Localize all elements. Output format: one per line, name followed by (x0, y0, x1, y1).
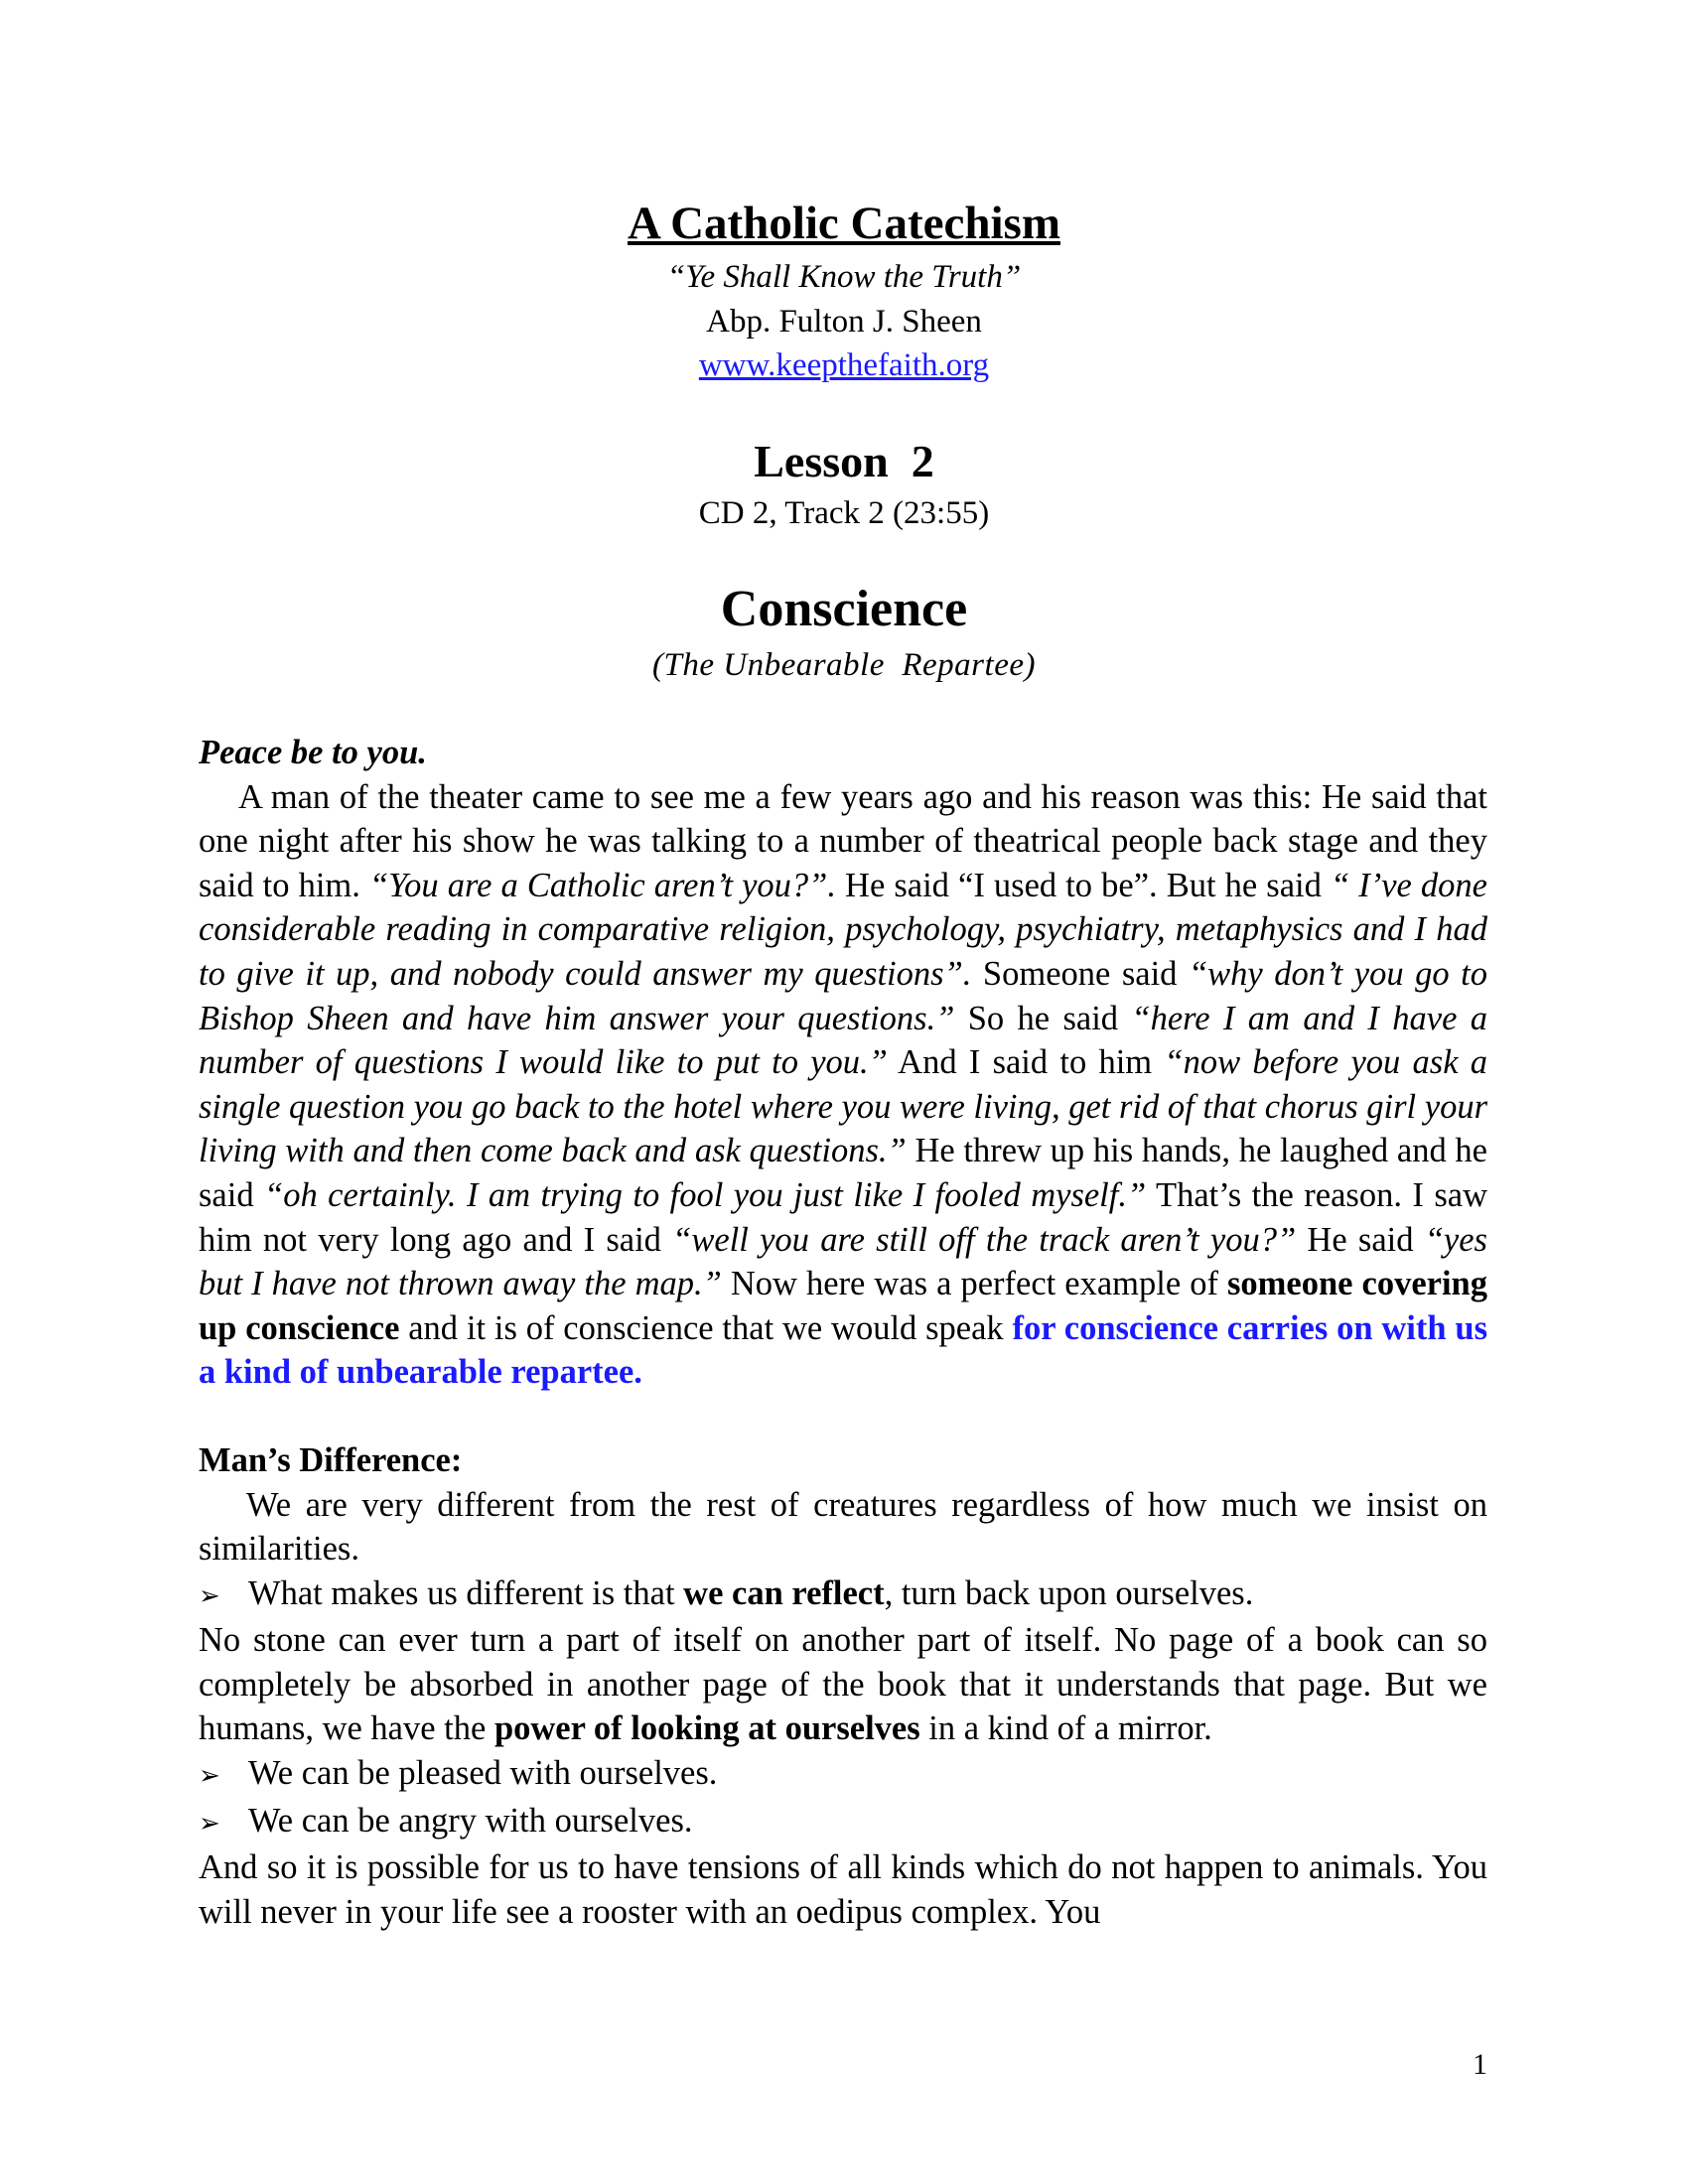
lesson-number: Lesson 2 (754, 436, 934, 486)
arrow-bullet-icon: ➢ (199, 1761, 220, 1792)
bold-run: someone covering up conscience (199, 1265, 1487, 1347)
text-run: Now here was a perfect example of (721, 1265, 1227, 1303)
document-subtitle: “Ye Shall Know the Truth” (666, 259, 1022, 295)
bullet-item-pleased (199, 1751, 1487, 1799)
author-name: Abp. Fulton J. Sheen (706, 304, 982, 340)
track-info: CD 2, Track 2 (23:55) (698, 495, 990, 531)
text-run: He said (1296, 1220, 1425, 1259)
text-run: He said “I used to be”. But he said (835, 866, 1331, 904)
quote-run: “oh certainly. I am trying to fool you just like I fooled myself.” (264, 1175, 1147, 1214)
bullet-text: We can be angry with ourselves. (248, 1801, 693, 1840)
quote-run: “well you are still off the track aren’t you?” (672, 1220, 1297, 1259)
page-number: 1 (1473, 2048, 1487, 2081)
paragraph-gap (199, 1395, 1487, 1438)
quote-run: “now before you ask a single question you go back to the hotel where you were living, get rid of that chorus girl your living with and then come back and ask questions.” (199, 1043, 1488, 1170)
document-title: A Catholic Catechism (627, 198, 1060, 249)
paragraph-theater-story (199, 775, 1487, 1395)
section-heading-peace: Peace be to you. (199, 734, 427, 771)
text-run: And I said to him (887, 1043, 1165, 1082)
arrow-bullet-icon: ➢ (199, 1580, 220, 1611)
text-run: and it is of conscience that we would speak (399, 1308, 1013, 1347)
paragraph-stone: No stone can ever turn a part of itself on another part of itself. No page of a book can so completely be absorbed in another page of the book that it understands that page. But we humans, we have the power of looking at ourselves in a kind of a mirror. (199, 1621, 1487, 1748)
quote-run: “why don’t you go to Bishop Sheen and have him answer your questions.” (199, 954, 1487, 1037)
text-run: He threw up his hands, he laughed and he said (199, 1132, 1487, 1214)
quote-run: “ I’ve done considerable reading in comparative religion, psychology, psychiatry, metaphysics and I had to give it up, and nobody could answer my questions”. (199, 866, 1487, 993)
topic-title: Conscience (720, 581, 968, 637)
blue-emphasis-run: for conscience carries on with us a kind of unbearable repartee. (199, 1308, 1487, 1392)
topic-subtitle: (The Unbearable Repartee) (652, 647, 1036, 683)
quote-run: “yes but I have not thrown away the map.” (199, 1220, 1487, 1303)
paragraph-difference: We are very different from the rest of creatures regardless of how much we insist on similarities. (199, 1485, 1487, 1569)
section-heading-mans-difference: Man’s Difference: (199, 1440, 463, 1479)
document-body (199, 731, 1487, 1934)
bullet-item-angry (199, 1799, 1487, 1846)
quote-run: “here I am and I have a number of questions I would like to put to you.” (199, 999, 1487, 1082)
text-run: Someone said (971, 954, 1189, 993)
arrow-bullet-icon: ➢ (199, 1808, 220, 1839)
text-run: So he said (954, 999, 1132, 1037)
text-run: A man of the theater came to see me a few years ago and his reason was this: He said that one night after his show he was talking to a number of theatrical people back stage and they said to him. (199, 777, 1487, 904)
bullet-item-reflect (199, 1571, 1487, 1619)
paragraph-tensions: And so it is possible for us to have tensions of all kinds which do not happen to animals. You will never in your life see a rooster with an oedipus complex. You (199, 1848, 1487, 1931)
website-link[interactable]: www.keepthefaith.org (698, 347, 990, 383)
text-run: That’s the reason. I saw him not very long ago and I said (199, 1175, 1487, 1259)
bullet-text: What makes us different is that we can reflect, turn back upon ourselves. (248, 1573, 1254, 1612)
bullet-text: We can be pleased with ourselves. (248, 1754, 718, 1793)
quote-run: “You are a Catholic aren’t you?”. (368, 866, 836, 904)
